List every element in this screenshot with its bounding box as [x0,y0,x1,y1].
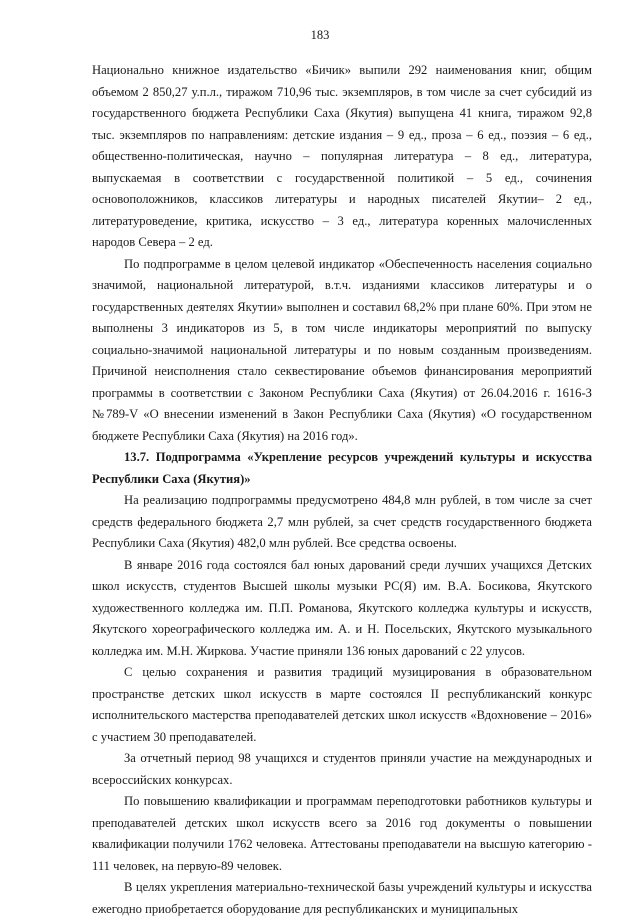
section-heading: 13.7. Подпрограмма «Укрепление ресурсов учреждений культуры и искусства Республики Саха (Якутия)» [92,450,592,486]
paragraph-funding: На реализацию подпрограммы предусмотрено 484,8 млн рублей, в том числе за счет средств федерального бюджета 2,7 млн рублей, за счет средств государственного бюджета Республики Саха (Якутия) 482,0 млн рублей. Все средства освоены. [92,493,592,550]
paragraph-competitions: За отчетный период 98 учащихся и студентов приняли участие на международных и всероссийских конкурсах. [92,751,592,787]
document-body [92,60,592,920]
paragraph-bichik-publishing: Национально книжное издательство «Бичик» выпили 292 наименования книг, общим объемом 2 850,27 у.п.л., тиражом 710,96 тыс. экземпляров, в том числе за счет субсидий из государственного бюджета Республики Саха (Якутия) выпущена 41 книга, тиражом 92,8 тыс. экземпляров по направлениям: детские издания – 9 ед., проза – 6 ед., поэзия – 6 ед., общественно-политическая, научно – популярная литература – 8 ед., литература, выпускаемая в соответствии с государственной политикой – 5 ед., сочинения основоположников, классиков литературы и народных писателей Якутии– 2 ед., литературоведение, критика, искусство – 3 ед., литература коренных малочисленных народов Севера – 2 ед. [92,63,592,249]
paragraph-equipment: В целях укрепления материально-технической базы учреждений культуры и искусства ежегодно приобретается оборудование для республиканских и муниципальных [92,880,592,916]
page-number: 183 [310,28,330,42]
paragraph-ball: В январе 2016 года состоялся бал юных дарований среди лучших учащихся Детских школ искусств, студентов Высшей школы музыки РС(Я) им. В.А. Босикова, Якутского художественного колледжа им. П.П. Романова, Якутского колледжа культуры и искусств, Якутского хореографического колледжа им. А. и Н. Посельских, Якутского музыкального колледжа им. М.Н. Жиркова. Участие приняли 136 юных дарований с 22 улусов. [92,557,592,658]
paragraph-contest: С целью сохранения и развития традиций музицирования в образовательном пространстве детских школ искусств в марте состоялся II республиканский конкурс исполнительского мастерства преподавателей детских школ искусств «Вдохновение – 2016» с участием 30 преподавателей. [92,665,592,744]
paragraph-qualification: По повышению квалификации и программам переподготовки работников культуры и преподавателей детских школ искусств всего за 2016 год документы о повышении квалификации получили 1762 человека. Аттестованы преподаватели на высшую категорию - 111 человек, на первую-89 человек. [92,794,592,873]
paragraph-target-indicator: По подпрограмме в целом целевой индикатор «Обеспеченность населения социально значимой, национальной литературой, в.т.ч. изданиями классиков литературы и о государственных деятелях Якутии» выполнен и составил 68,2% при плане 60%. При этом не выполнены 3 индикаторов из 5, в том числе индикаторы мероприятий по выпуску социально-значимой национальной литературы и по новым созданным произведениям. Причиной неисполнения стало секвестирование объемов финансирования мероприятий программы в соответствии с Законом Республики Саха (Якутия) от 26.04.2016 г. 1616-З №789-V «О внесении изменений в Закон Республики Саха (Якутия) «О государственном бюджете Республики Саха (Якутия) на 2016 год». [92,256,592,443]
